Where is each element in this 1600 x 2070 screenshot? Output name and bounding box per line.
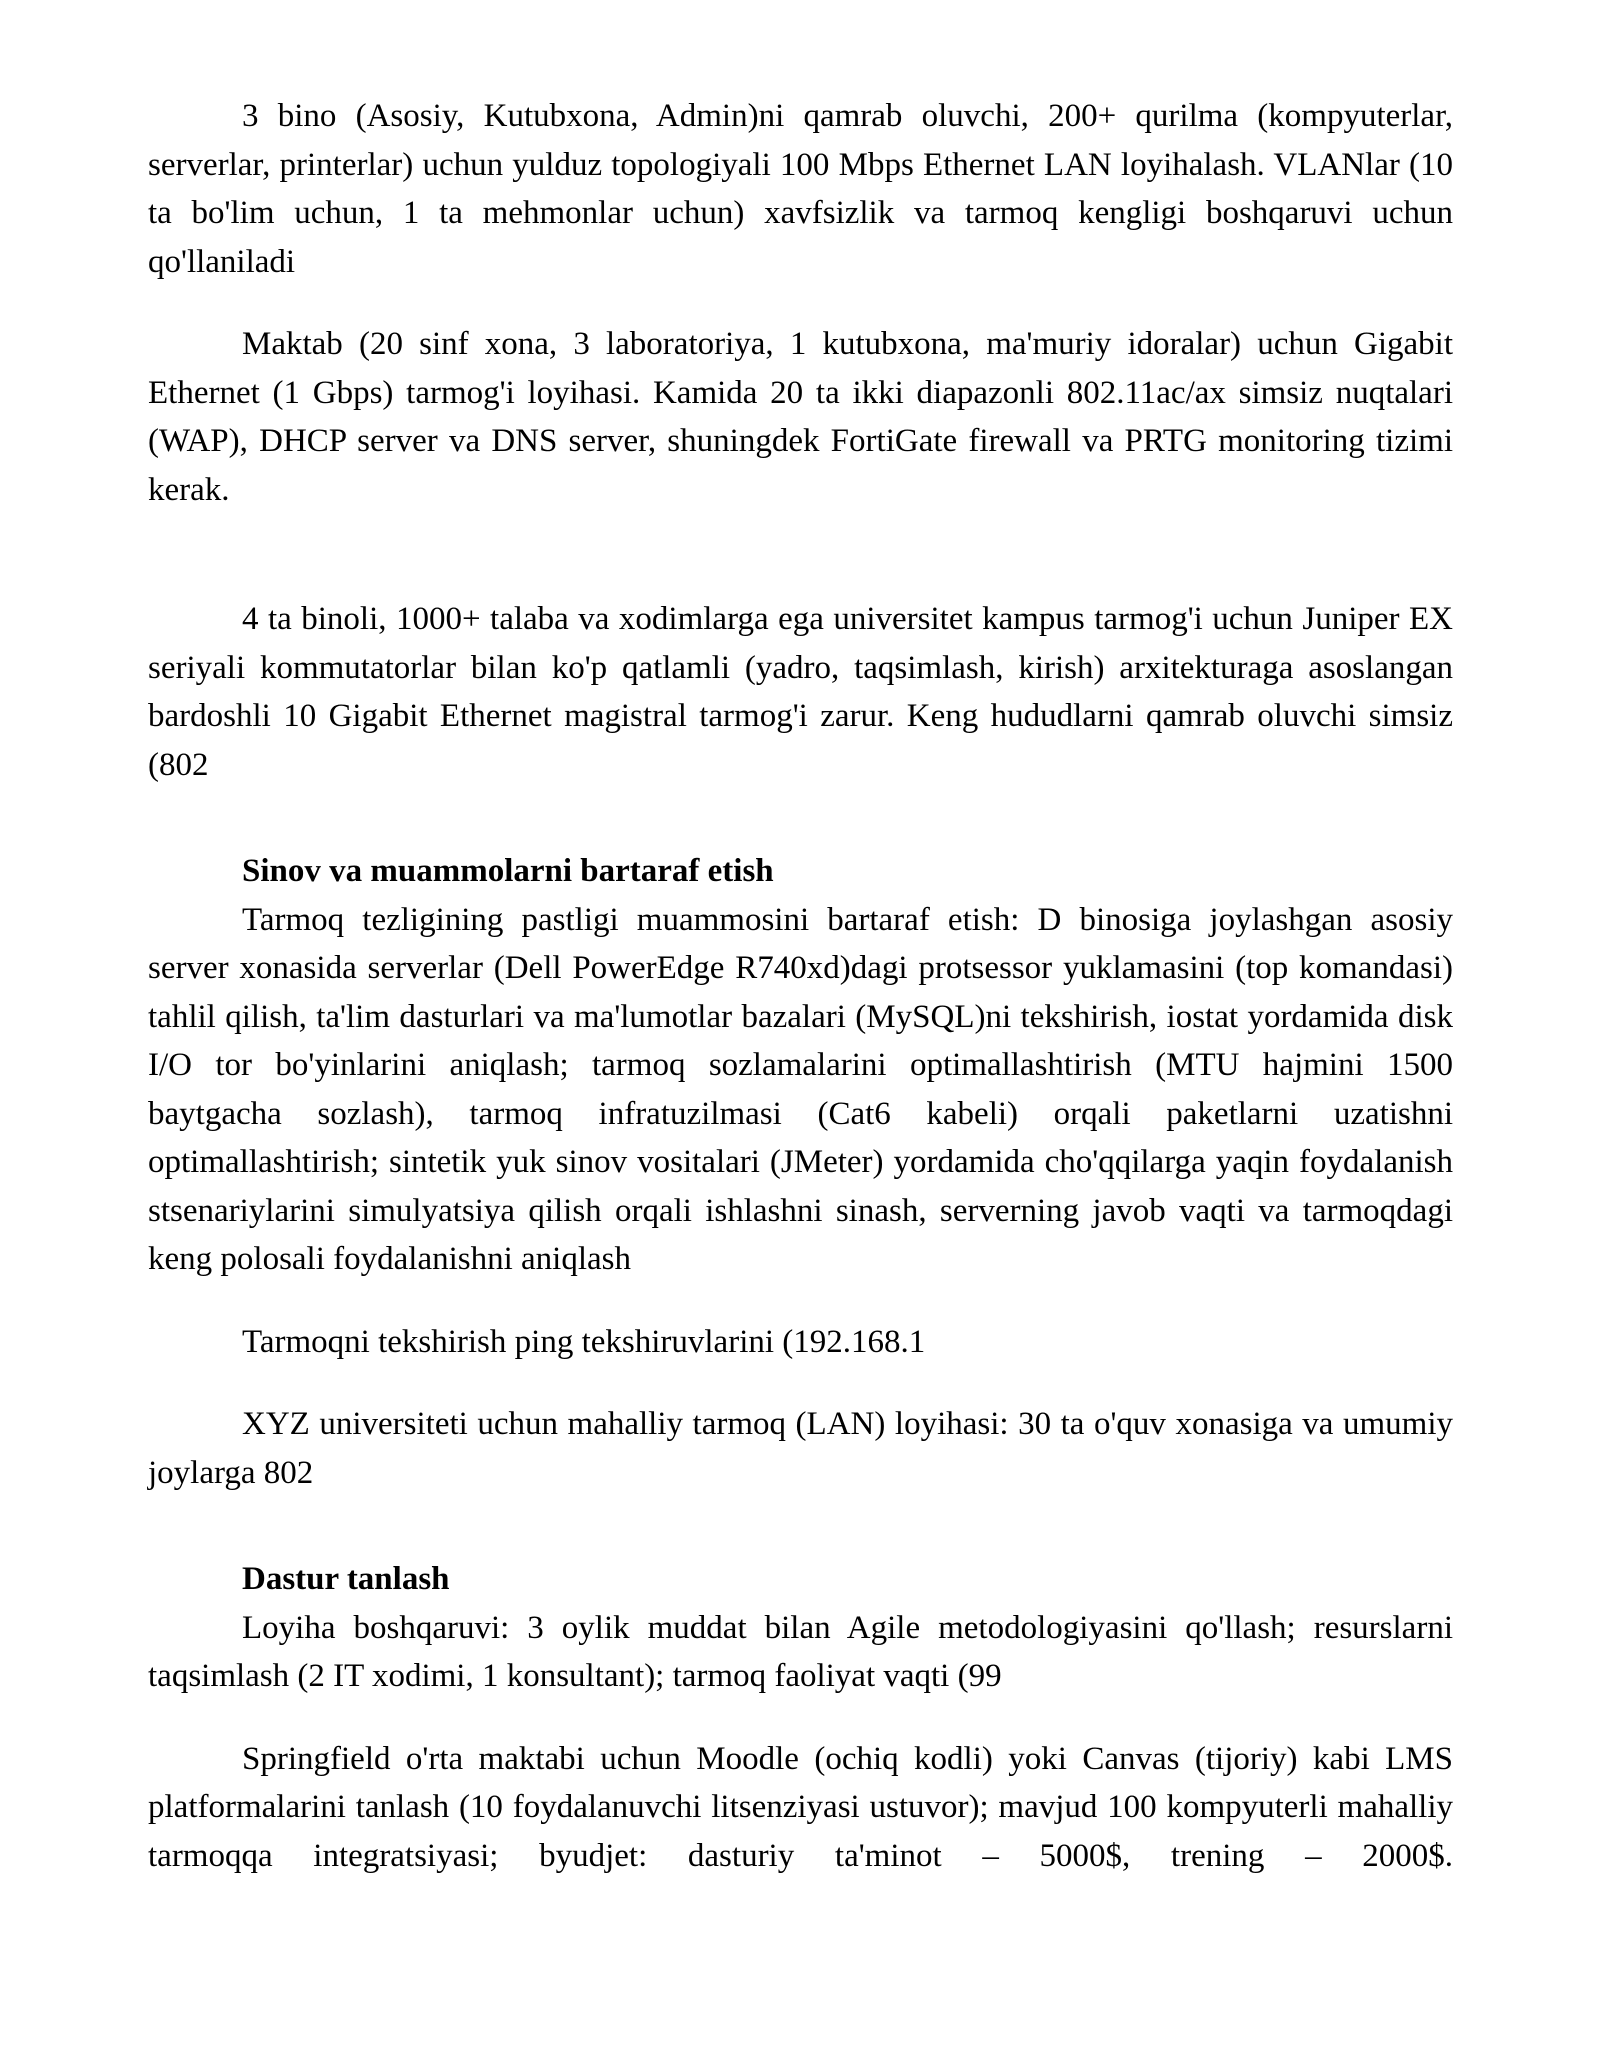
paragraph-ping-check: Tarmoqni tekshirish ping tekshiruvlarini (192.168.1 (242, 1323, 926, 1360)
document-page (148, 92, 1453, 1880)
paragraph-school-network: Maktab (20 sinf xona, 3 laboratoriya, 1 kutubxona, ma'muriy idoralar) uchun Gigabit Ethernet (1 Gbps) tarmog'i loyihasi. Kamida 20 ta ikki diapazonli 802.11ac/ax simsiz nuqtalari (WAP), DHCP server va DNS server, shuningdek FortiGate firewall va PRTG monitoring tizimi kerak. (148, 326, 1453, 508)
paragraph-lms-selection: Springfield o'rta maktabi uchun Moodle (ochiq kodli) yoki Canvas (tijoriy) kabi LMS platformalarini tanlash (10 foydalanuvchi litsenziyasi ustuvor); mavjud 100 kompyuterli mahalliy tarmoqqa integratsiyasi; byudjet: dasturiy ta'minot – 5000$, trening – 2000$. (148, 1740, 1453, 1874)
paragraph-campus-network: 4 ta binoli, 1000+ talaba va xodimlarga ega universitet kampus tarmog'i uchun Juniper EX seriyali kommutatorlar bilan ko'p qatlamli (yadro, taqsimlash, kirish) arxitekturaga asoslangan bardoshli 10 Gigabit Ethernet magistral tarmog'i zarur. Keng hududlarni qamrab oluvchi simsiz (802 (148, 601, 1453, 783)
paragraph-lan-design: 3 bino (Asosiy, Kutubxona, Admin)ni qamrab oluvchi, 200+ qurilma (kompyuterlar, serverlar, printerlar) uchun yulduz topologiyali 100 Mbps Ethernet LAN loyihalash. VLANlar (10 ta bo'lim uchun, 1 ta mehmonlar uchun) xavfsizlik va tarmoq kengligi boshqaruvi uchun qo'llaniladi (148, 98, 1453, 280)
paragraph-xyz-lan: XYZ universiteti uchun mahalliy tarmoq (LAN) loyihasi: 30 ta o'quv xonasiga va umumiy joylarga 802 (148, 1406, 1453, 1491)
heading-testing: Sinov va muammolarni bartaraf etish (242, 853, 774, 889)
heading-software-selection: Dastur tanlash (242, 1561, 450, 1597)
paragraph-project-management: Loyiha boshqaruvi: 3 oylik muddat bilan Agile metodologiyasini qo'llash; resurslarni taqsimlash (2 IT xodimi, 1 konsultant); tarmoq faoliyat vaqti (99 (148, 1609, 1453, 1694)
paragraph-troubleshooting: Tarmoq tezligining pastligi muammosini bartaraf etish: D binosiga joylashgan asosiy server xonasida serverlar (Dell PowerEdge R740xd)dagi protsessor yuklamasini (top komandasi) tahlil qilish, ta'lim dasturlari va ma'lumotlar bazalari (MySQL)ni tekshirish, iostat yordamida disk I/O tor bo'yinlarini aniqlash; tarmoq sozlamalarini optimallashtirish (MTU hajmini 1500 baytgacha sozlash), tarmoq infratuzilmasi (Cat6 kabeli) orqali paketlarni uzatishni optimallashtirish; sintetik yuk sinov vositalari (JMeter) yordamida cho'qqilarga yaqin foydalanish stsenariylarini simulyatsiya qilish orqali ishlashni sinash, serverning javob vaqti va tarmoqdagi keng polosali foydalanishni aniqlash (148, 901, 1453, 1277)
